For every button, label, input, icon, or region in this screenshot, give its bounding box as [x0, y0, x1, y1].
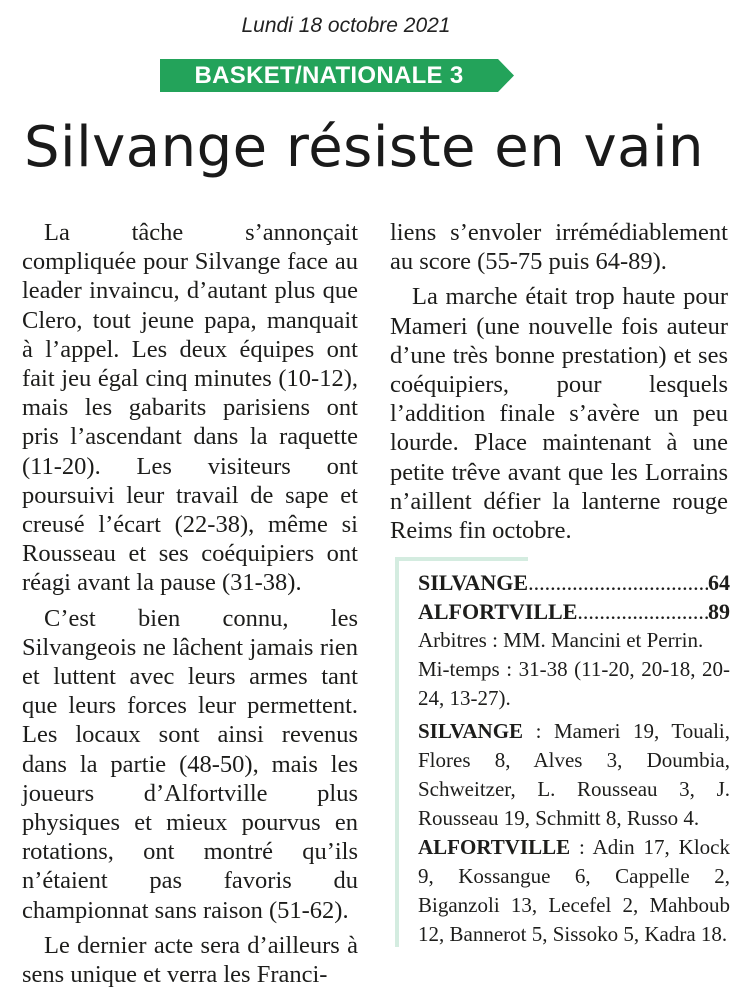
rubric-label: BASKET/NATIONALE 3 [194, 62, 464, 89]
away-lineup-players: : Adin 17, Klock 9, Kossangue 6, Cappelle 2, Biganzoli 13, Lecefel 2, Mahboub 12, Bannerot 5, Sissoko 5, Kadra 18. [418, 835, 730, 946]
article-paragraph-3-start: Le dernier acte sera d’ailleurs à sens unique et verra les Franci- [22, 931, 358, 989]
home-lineup-label: SILVANGE [418, 719, 524, 743]
away-team-score: 89 [708, 599, 730, 624]
article-paragraph-2: C’est bien connu, les Silvangeois ne lâchent jamais rien et luttent avec leurs armes tant que leurs forces leur permettent. Les locaux sont ainsi revenus dans la partie (48-50), mais les joueurs d’Alfortville plus physiques et mieux pourvus en rotations, ont montré qu’ils n’étaient pas favoris du championnat sans raison (51-62). [22, 604, 358, 924]
away-score-row [418, 597, 730, 626]
article-column-left [22, 218, 358, 995]
leader-dots [577, 597, 708, 626]
article-paragraph-4: La marche était trop haute pour Mameri (une nouvelle fois auteur d’une très bonne prestation) et ses coéquipiers, pour lesquels l’addition finale s’avère un peu lourde. Place maintenant à une petite trêve avant que les Lorrains n’aillent défier la lanterne rouge Reims fin octobre. [390, 283, 728, 545]
section-rubric [160, 59, 514, 92]
referees-line: Arbitres : MM. Mancini et Perrin. [418, 628, 704, 652]
publication-date: Lundi 18 octobre 2021 [241, 14, 451, 37]
halftime-line: Mi-temps : 31-38 (11-20, 20-18, 20-24, 13-27). [418, 657, 730, 710]
home-lineup-players: : Mameri 19, Touali, Flores 8, Alves 3, Doumbia, Schweitzer, L. Rousseau 3, J. Rousseau 19, Schmitt 8, Russo 4. [418, 719, 730, 830]
home-team-score: 64 [708, 570, 730, 595]
article-headline: Silvange résiste en vain [24, 115, 705, 180]
away-lineup [418, 833, 730, 949]
away-lineup-label: ALFORTVILLE [418, 835, 571, 859]
away-team-name: ALFORTVILLE [418, 599, 578, 624]
results-box-top-rule [395, 557, 528, 561]
results-box-side-rule [395, 557, 399, 947]
article-column-right [390, 218, 728, 551]
home-score-row [418, 568, 730, 597]
home-lineup [418, 717, 730, 833]
article-paragraph-1: La tâche s’annonçait compliquée pour Silvange face au leader invaincu, d’autant plus que Clero, tout jeune papa, manquait à l’appel. Les deux équipes ont fait jeu égal cinq minutes (10-12), mais les gabarits parisiens ont pris l’ascendant dans la raquette (11-20). Les visiteurs ont poursuivi leur travail de sape et creusé l’écart (22-38), même si Rousseau et ses coéquipiers ont réagi avant la pause (31-38). [22, 219, 358, 597]
home-team-name: SILVANGE [418, 570, 529, 595]
leader-dots [528, 568, 708, 597]
article-paragraph-3-end: liens s’envoler irrémédiablement au score (55-75 puis 64-89). [390, 219, 728, 276]
results-box [418, 568, 730, 949]
